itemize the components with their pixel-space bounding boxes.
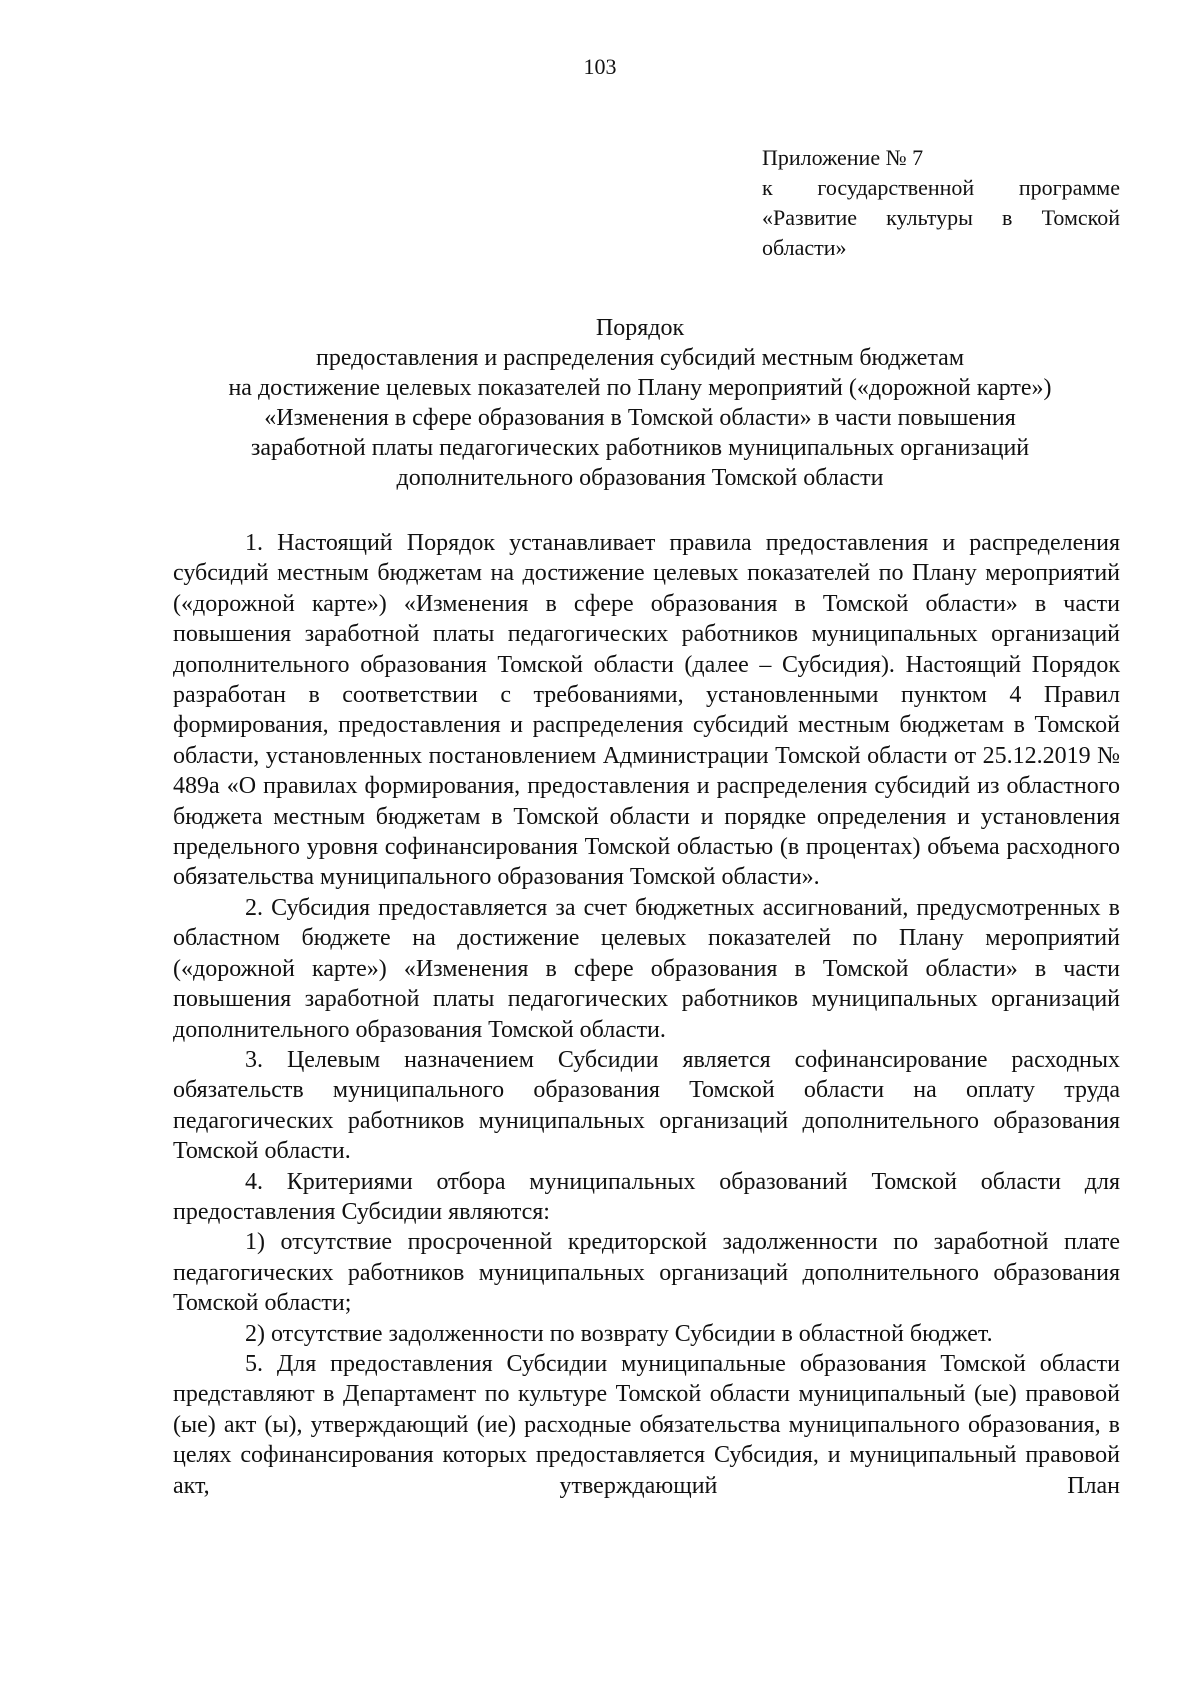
paragraph-4: 4. Критериями отбора муниципальных образований Томской области для предоставления Субсидии являются: (173, 1168, 1120, 1225)
paragraph-1: 1. Настоящий Порядок устанавливает правила предоставления и распределения субсидий местным бюджетам на достижение целевых показателей по Плану мероприятий («дорожной карте») «Изменения в сфере образования в Томской области» в части повышения заработной платы педагогических работников муниципальных организаций дополнительного образования Томской области (далее – Субсидия). Настоящий Порядок разработан в соответствии с требованиями, установленными пунктом 4 Правил формирования, предоставления и распределения субсидий местным бюджетам в Томской области, установленных постановлением Администрации Томской области от 25.12.2019 № 489а «О правилах формирования, предоставления и распределения субсидий из областного бюджета местным бюджетам в Томской области и порядке определения и установления предельного уровня софинансирования Томской областью (в процентах) объема расходного обязательства муниципального образования Томской области». (173, 530, 1120, 891)
appendix-line: Приложение № 7 (762, 145, 924, 170)
appendix-line: «Развитие культуры в Томской (762, 205, 1120, 230)
paragraph-5: 5. Для предоставления Субсидии муниципальные образования Томской области представляют в Департамент по культуре Томской области муниципальный (ые) правовой (ые) акт (ы), утверждающий (ие) расходные обязательства муниципального образования, в целях софинансирования которых предоставляется Субсидия, и муниципальный правовой акт, утверждающий План (173, 1350, 1120, 1499)
title-line: предоставления и распределения субсидий местным бюджетам (315, 345, 965, 371)
title-line: заработной платы педагогических работников муниципальных организаций (250, 435, 1030, 461)
title-line: «Изменения в сфере образования в Томской области» в части повышения (264, 405, 1016, 431)
title-line: Порядок (595, 315, 685, 341)
appendix-line: области» (762, 235, 847, 260)
title-line: дополнительного образования Томской области (396, 465, 884, 491)
document-body (173, 528, 1120, 1501)
paragraph-2: 2. Субсидия предоставляется за счет бюджетных ассигнований, предусмотренных в областном бюджете на достижение целевых показателей по Плану мероприятий («дорожной карте») «Изменения в сфере образования в Томской области» в части повышения заработной платы педагогических работников муниципальных организаций дополнительного образования Томской области. (173, 894, 1120, 1043)
paragraph-4-item-1: 1) отсутствие просроченной кредиторской задолженности по заработной плате педагогических работников муниципальных организаций дополнительного образования Томской области; (173, 1229, 1120, 1317)
title-line: на достижение целевых показателей по Плану мероприятий («дорожной карте») (228, 375, 1052, 401)
appendix-line: к государственной программе (762, 175, 1120, 200)
document-title (160, 313, 1120, 493)
paragraph-4-item-2: 2) отсутствие задолженности по возврату Субсидии в областной бюджет. (245, 1320, 993, 1347)
page-number: 103 (583, 54, 617, 79)
appendix-note (762, 143, 1120, 263)
paragraph-3: 3. Целевым назначением Субсидии является софинансирование расходных обязательств муниципального образования Томской области на оплату труда педагогических работников муниципальных организаций дополнительного образования Томской области. (173, 1046, 1120, 1165)
